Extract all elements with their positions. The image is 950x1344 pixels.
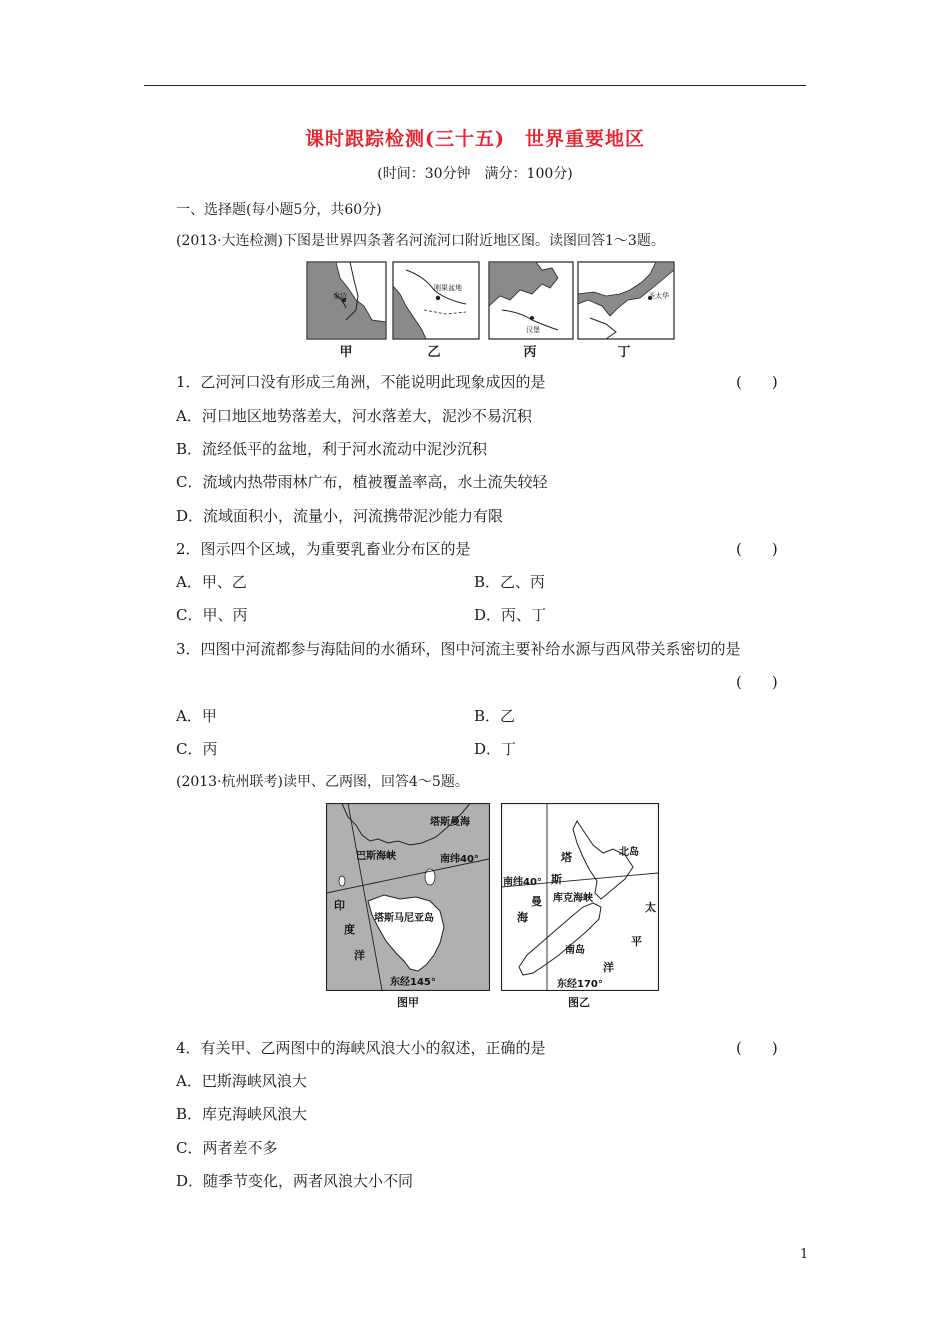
label-ping: 平 — [631, 935, 642, 948]
answer-paren-4: ( ) — [736, 1039, 778, 1057]
label-lon145: 东经145° — [390, 977, 436, 988]
label-cook-strait: 库克海峡 — [553, 893, 593, 904]
option-2b: B．乙、丙 — [474, 573, 546, 591]
place-label: 刚果盆地 — [434, 284, 462, 292]
question-4-stem: 4．有关甲、乙两图中的海峡风浪大小的叙述，正确的是 — [176, 1039, 546, 1057]
question-1-stem: 1．乙河河口没有形成三角洲，不能说明此现象成因的是 — [176, 373, 546, 391]
place-label: 圣太华 — [648, 292, 669, 300]
intro-q1-3: (2013·大连检测)下图是世界四条著名河流河口附近地区图。读图回答1～3题。 — [176, 233, 665, 249]
label-tasmania: 塔斯马尼亚岛 — [374, 913, 434, 924]
option-2c: C．甲、丙 — [176, 606, 248, 624]
map-ding — [578, 262, 674, 339]
answer-paren-2: ( ) — [736, 540, 778, 558]
option-1b: B．流经低平的盆地，利于河水流动中泥沙沉积 — [176, 440, 488, 458]
label-bass-strait: 巴斯海峡 — [356, 851, 396, 862]
map-new-zealand — [501, 803, 659, 991]
label-yang-yi: 洋 — [603, 961, 614, 974]
section-heading: 一、选择题(每小题5分，共60分) — [176, 202, 382, 218]
label-north-island: 北岛 — [619, 847, 639, 858]
label-south-island: 南岛 — [565, 945, 585, 956]
map-yi — [393, 262, 479, 339]
answer-paren-3: ( ) — [736, 673, 778, 691]
option-3d: D．丁 — [474, 740, 517, 758]
option-1a: A．河口地区地势落差大，河水落差大，泥沙不易沉积 — [176, 407, 532, 425]
map-label-bing: 丙 — [523, 345, 537, 360]
option-2a: A．甲、乙 — [176, 573, 247, 591]
label-lat40-jia: 南纬40° — [440, 854, 479, 865]
label-hai: 海 — [517, 911, 528, 924]
answer-paren-1: ( ) — [736, 373, 778, 391]
label-lat40-yi: 南纬40° — [503, 877, 542, 888]
question-3-stem: 3．四图中河流都参与海陆间的水循环，图中河流主要补给水源与西风带关系密切的是 — [176, 640, 741, 658]
label-man: 曼 — [531, 895, 542, 908]
label-ta: 塔 — [561, 851, 572, 864]
option-1c: C．流域内热带雨林广布，植被覆盖率高，水土流失较轻 — [176, 473, 548, 491]
label-yang: 洋 — [354, 949, 365, 962]
option-1d: D．流域面积小，流量小，河流携带泥沙能力有限 — [176, 507, 504, 525]
option-3b: B．乙 — [474, 707, 516, 725]
option-3c: C．丙 — [176, 740, 218, 758]
page-subtitle: (时间：30分钟 满分：100分) — [377, 166, 573, 182]
map-label-yi: 乙 — [427, 345, 441, 360]
page-title: 课时跟踪检测(三十五) 世界重要地区 — [305, 128, 645, 150]
option-4b: B．库克海峡风浪大 — [176, 1105, 308, 1123]
intro-q4-5: (2013·杭州联考)读甲、乙两图，回答4～5题。 — [176, 774, 469, 790]
map-label-jia: 甲 — [339, 345, 353, 360]
page-number: 1 — [800, 1247, 809, 1262]
caption-jia: 图甲 — [397, 996, 419, 1009]
map-jia — [307, 262, 386, 339]
label-lon170: 东经170° — [557, 979, 603, 990]
label-tai: 太 — [645, 901, 656, 914]
map-tasmania — [326, 803, 490, 991]
label-si: 斯 — [551, 873, 562, 886]
question-2-stem: 2．图示四个区域，为重要乳畜业分布区的是 — [176, 540, 471, 558]
place-label: 汉堡 — [526, 326, 540, 334]
label-du: 度 — [344, 923, 355, 936]
place-label: 金边 — [333, 292, 347, 300]
map-bing — [489, 262, 573, 339]
option-3a: A．甲 — [176, 707, 217, 725]
header-rule — [144, 85, 806, 86]
caption-yi: 图乙 — [568, 996, 590, 1009]
label-tasman-sea: 塔斯曼海 — [430, 817, 470, 828]
label-yin: 印 — [334, 899, 345, 912]
option-4c: C．两者差不多 — [176, 1139, 278, 1157]
option-4a: A．巴斯海峡风浪大 — [176, 1072, 307, 1090]
option-2d: D．丙、丁 — [474, 606, 547, 624]
option-4d: D．随季节变化，两者风浪大小不同 — [176, 1172, 414, 1190]
map-label-ding: 丁 — [617, 345, 631, 360]
